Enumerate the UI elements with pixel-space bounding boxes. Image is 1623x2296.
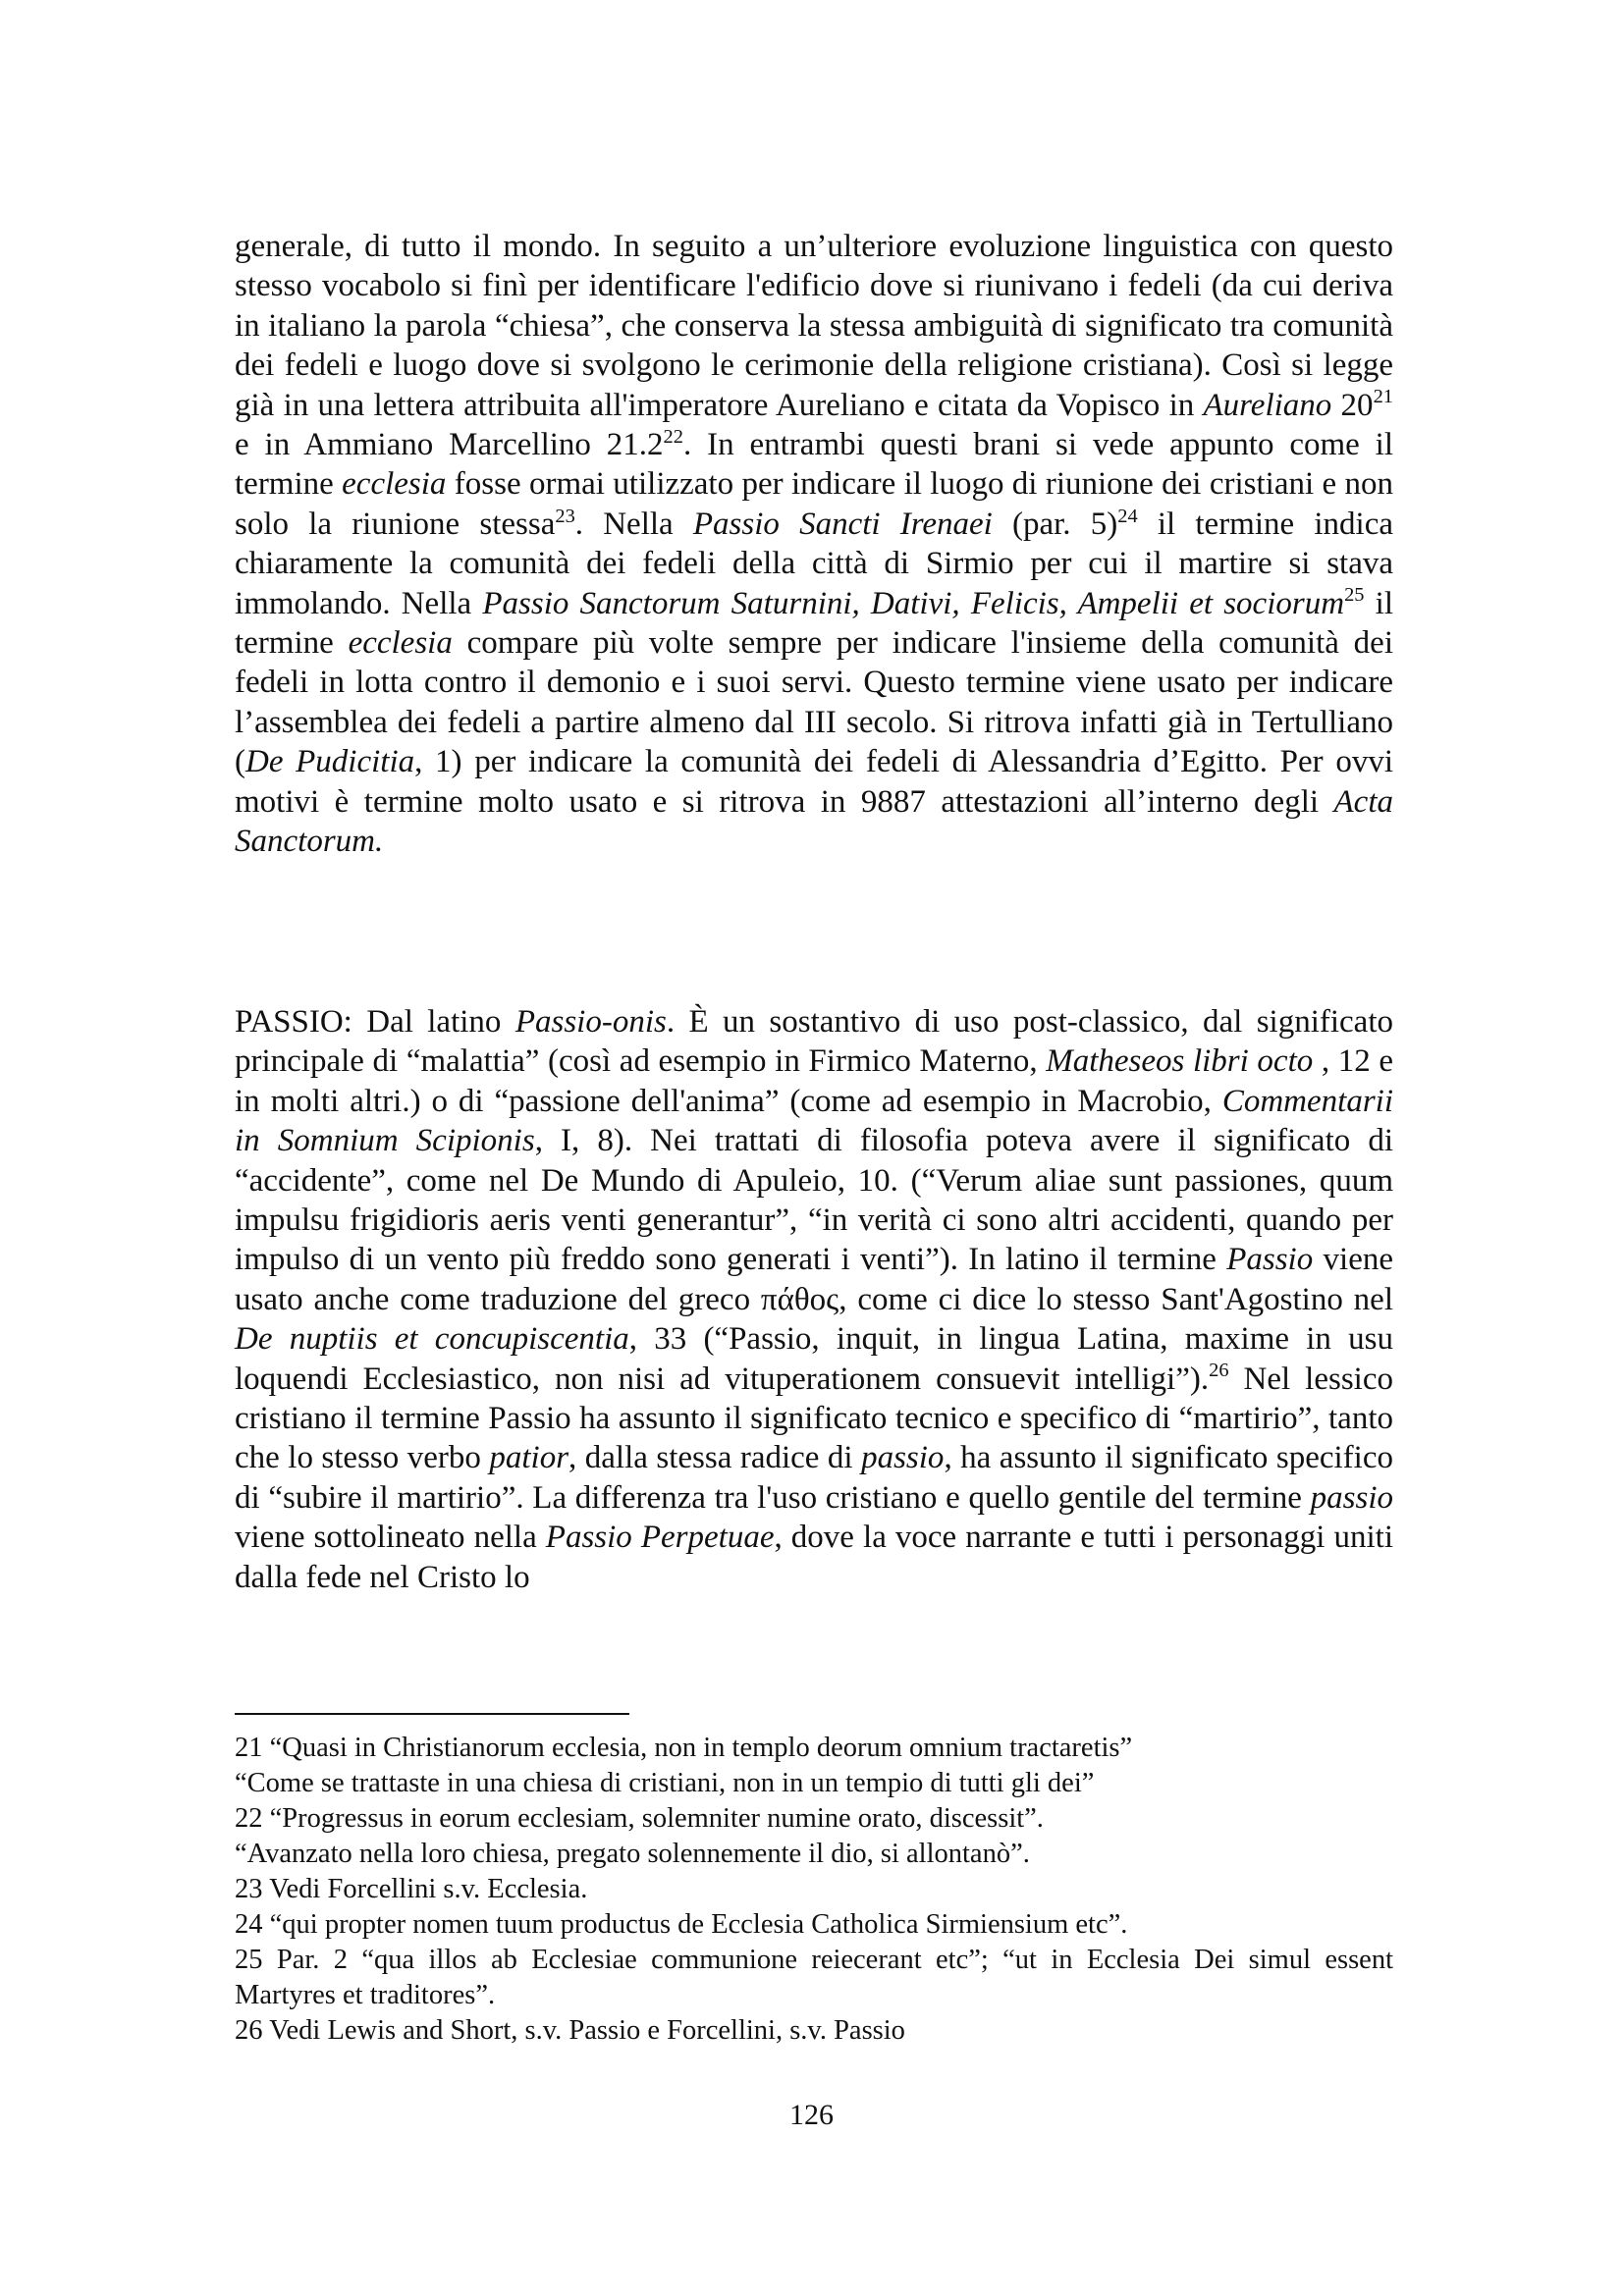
italic-term: Passio (1226, 1242, 1314, 1278)
italic-term: ecclesia (348, 625, 453, 662)
body-paragraph-passio: PASSIO: Dal latino Passio-onis. È un sostantivo di uso post-classico, dal significato principale di “malattia” (così ad esempio in Firmico Materno, Matheseos libri octo , 12 e in molti altri.) o di “passione dell'anima” (come ad esempio in Macrobio, Commentarii in Somnium Scipionis, I, 8). Nei trattati di filosofia poteva avere il significato di “accidente”, come nel De Mundo di Apuleio, 10. (“Verum aliae sunt passiones, quum impulsu frigidioris aeris venti generantur”, “in verità ci sono altri accidenti, quando per impulso di un vento più freddo sono generati i venti”). In latino il termine Passio viene usato anche come traduzione del greco πάθος, come ci dice lo stesso Sant'Agostino nel De nuptiis et concupiscentia, 33 (“Passio, inquit, in lingua Latina, maxime in usu loquendi Ecclesiastico, non nisi ad vituperationem consuevit intelligi”).$^{26}$ Nel lessico cristiano il termine Passio ha assunto il significato tecnico e specifico di “martirio”, tanto che lo stesso verbo patior, dalla stessa radice di passio, ha assunto il significato specifico di “subire il martirio”. La differenza tra l'uso cristiano e quello gentile del termine passio viene sottolineato nella Passio Perpetuae, dove la voce narrante e tutti i personaggi uniti dalla fede nel Cristo lo (235, 1004, 1394, 1595)
italic-term: passio (1310, 1479, 1393, 1516)
footnote-25: 25 Par. 2 “qua illos ab Ecclesiae communione reiecerant etc”; “ut in Ecclesia Dei simul essent Martyres et traditores”. (235, 1945, 1393, 2010)
italic-title: Acta Sanctorum. (235, 783, 1393, 860)
italic-term: ecclesia (342, 466, 447, 503)
italic-title: Matheseos libri octo (1046, 1043, 1314, 1080)
italic-title: Aureliano (1203, 387, 1332, 423)
footnote-ref-21: 21 (1373, 386, 1393, 408)
italic-term: Passio-onis (514, 1004, 667, 1040)
footnote-ref-25: 25 (1344, 584, 1365, 607)
italic-term: patior (489, 1440, 569, 1476)
italic-title: De Pudicitia (245, 744, 415, 780)
italic-title: Passio Perpetuae (545, 1520, 775, 1556)
footnote-separator (235, 1713, 629, 1715)
footnote-21: 21 “Quasi in Christianorum ecclesia, non in templo deorum omnium tractaretis” (235, 1733, 1133, 1763)
footnote-21-translation: “Come se trattaste in una chiesa di cristiani, non in un tempio di tutti gli dei” (235, 1768, 1095, 1798)
footnote-23: 23 Vedi Forcellini s.v. Ecclesia. (235, 1874, 588, 1904)
footnote-26: 26 Vedi Lewis and Short, s.v. Passio e Forcellini, s.v. Passio (235, 2015, 905, 2046)
page-number: 126 (789, 2099, 834, 2131)
italic-title: Commentarii in Somnium Scipionis (235, 1083, 1393, 1159)
italic-title: Passio Sanctorum Saturnini, Dativi, Felicis, Ampelii et sociorum (482, 585, 1345, 621)
italic-title: De nuptiis et concupiscentia (235, 1321, 629, 1358)
footnote-ref-26: 26 (1209, 1360, 1229, 1382)
footnote-ref-22: 22 (663, 425, 683, 448)
footnote-22: 22 “Progressus in eorum ecclesiam, solemniter numine orato, discessit”. (235, 1803, 1044, 1834)
footnote-ref-23: 23 (555, 505, 575, 527)
italic-title: Passio Sancti Irenaei (692, 506, 993, 542)
footnote-22-translation: “Avanzato nella loro chiesa, pregato solennemente il dio, si allontanò”. (235, 1839, 1030, 1869)
footnote-24: 24 “qui propter nomen tuum productus de Ecclesia Catholica Sirmiensium etc”. (235, 1909, 1128, 1940)
footnote-ref-24: 24 (1117, 505, 1138, 527)
body-paragraph-ecclesia: generale, di tutto il mondo. In seguito a un’ulteriore evoluzione linguistica con questo stesso vocabolo si finì per identificare l'edificio dove si riunivano i fedeli (da cui deriva in italiano la parola “chiesa”, che conserva la stessa ambiguità di significato tra comunità dei fedeli e luogo dove si svolgono le cerimonie della religione cristiana). Così si legge già in una lettera attribuita all'imperatore Aureliano e citata da Vopisco in Aureliano $20^{21}$ e in Ammiano Marcellino 21.2$^{22}$. In entrambi questi brani si vede appunto come il termine ecclesia fosse ormai utilizzato per indicare il luogo di riunione dei cristiani e non solo la riunione stessa$^{23}$. Nella Passio Sancti Irenaei (par. 5)$^{24}$ il termine indica chiaramente la comunità dei fedeli della città di Sirmio per cui il martire si stava immolando. Nella Passio Sanctorum Saturnini, Dativi, Felicis, Ampelii et sociorum$^{25}$ il termine ecclesia compare più volte sempre per indicare l'insieme della comunità dei fedeli in lotta contro il demonio e i suoi servi. Questo termine viene usato per indicare l’assemblea dei fedeli a partire almeno dal III secolo. Si ritrova infatti già in Tertulliano (De Pudicitia, 1) per indicare la comunità dei fedeli di Alessandria d’Egitto. Per ovvi motivi è termine molto usato e si ritrova in 9887 attestazioni all’interno degli Acta Sanctorum. (235, 229, 1394, 860)
footnotes (235, 1731, 1393, 2049)
italic-term: passio (861, 1440, 945, 1476)
